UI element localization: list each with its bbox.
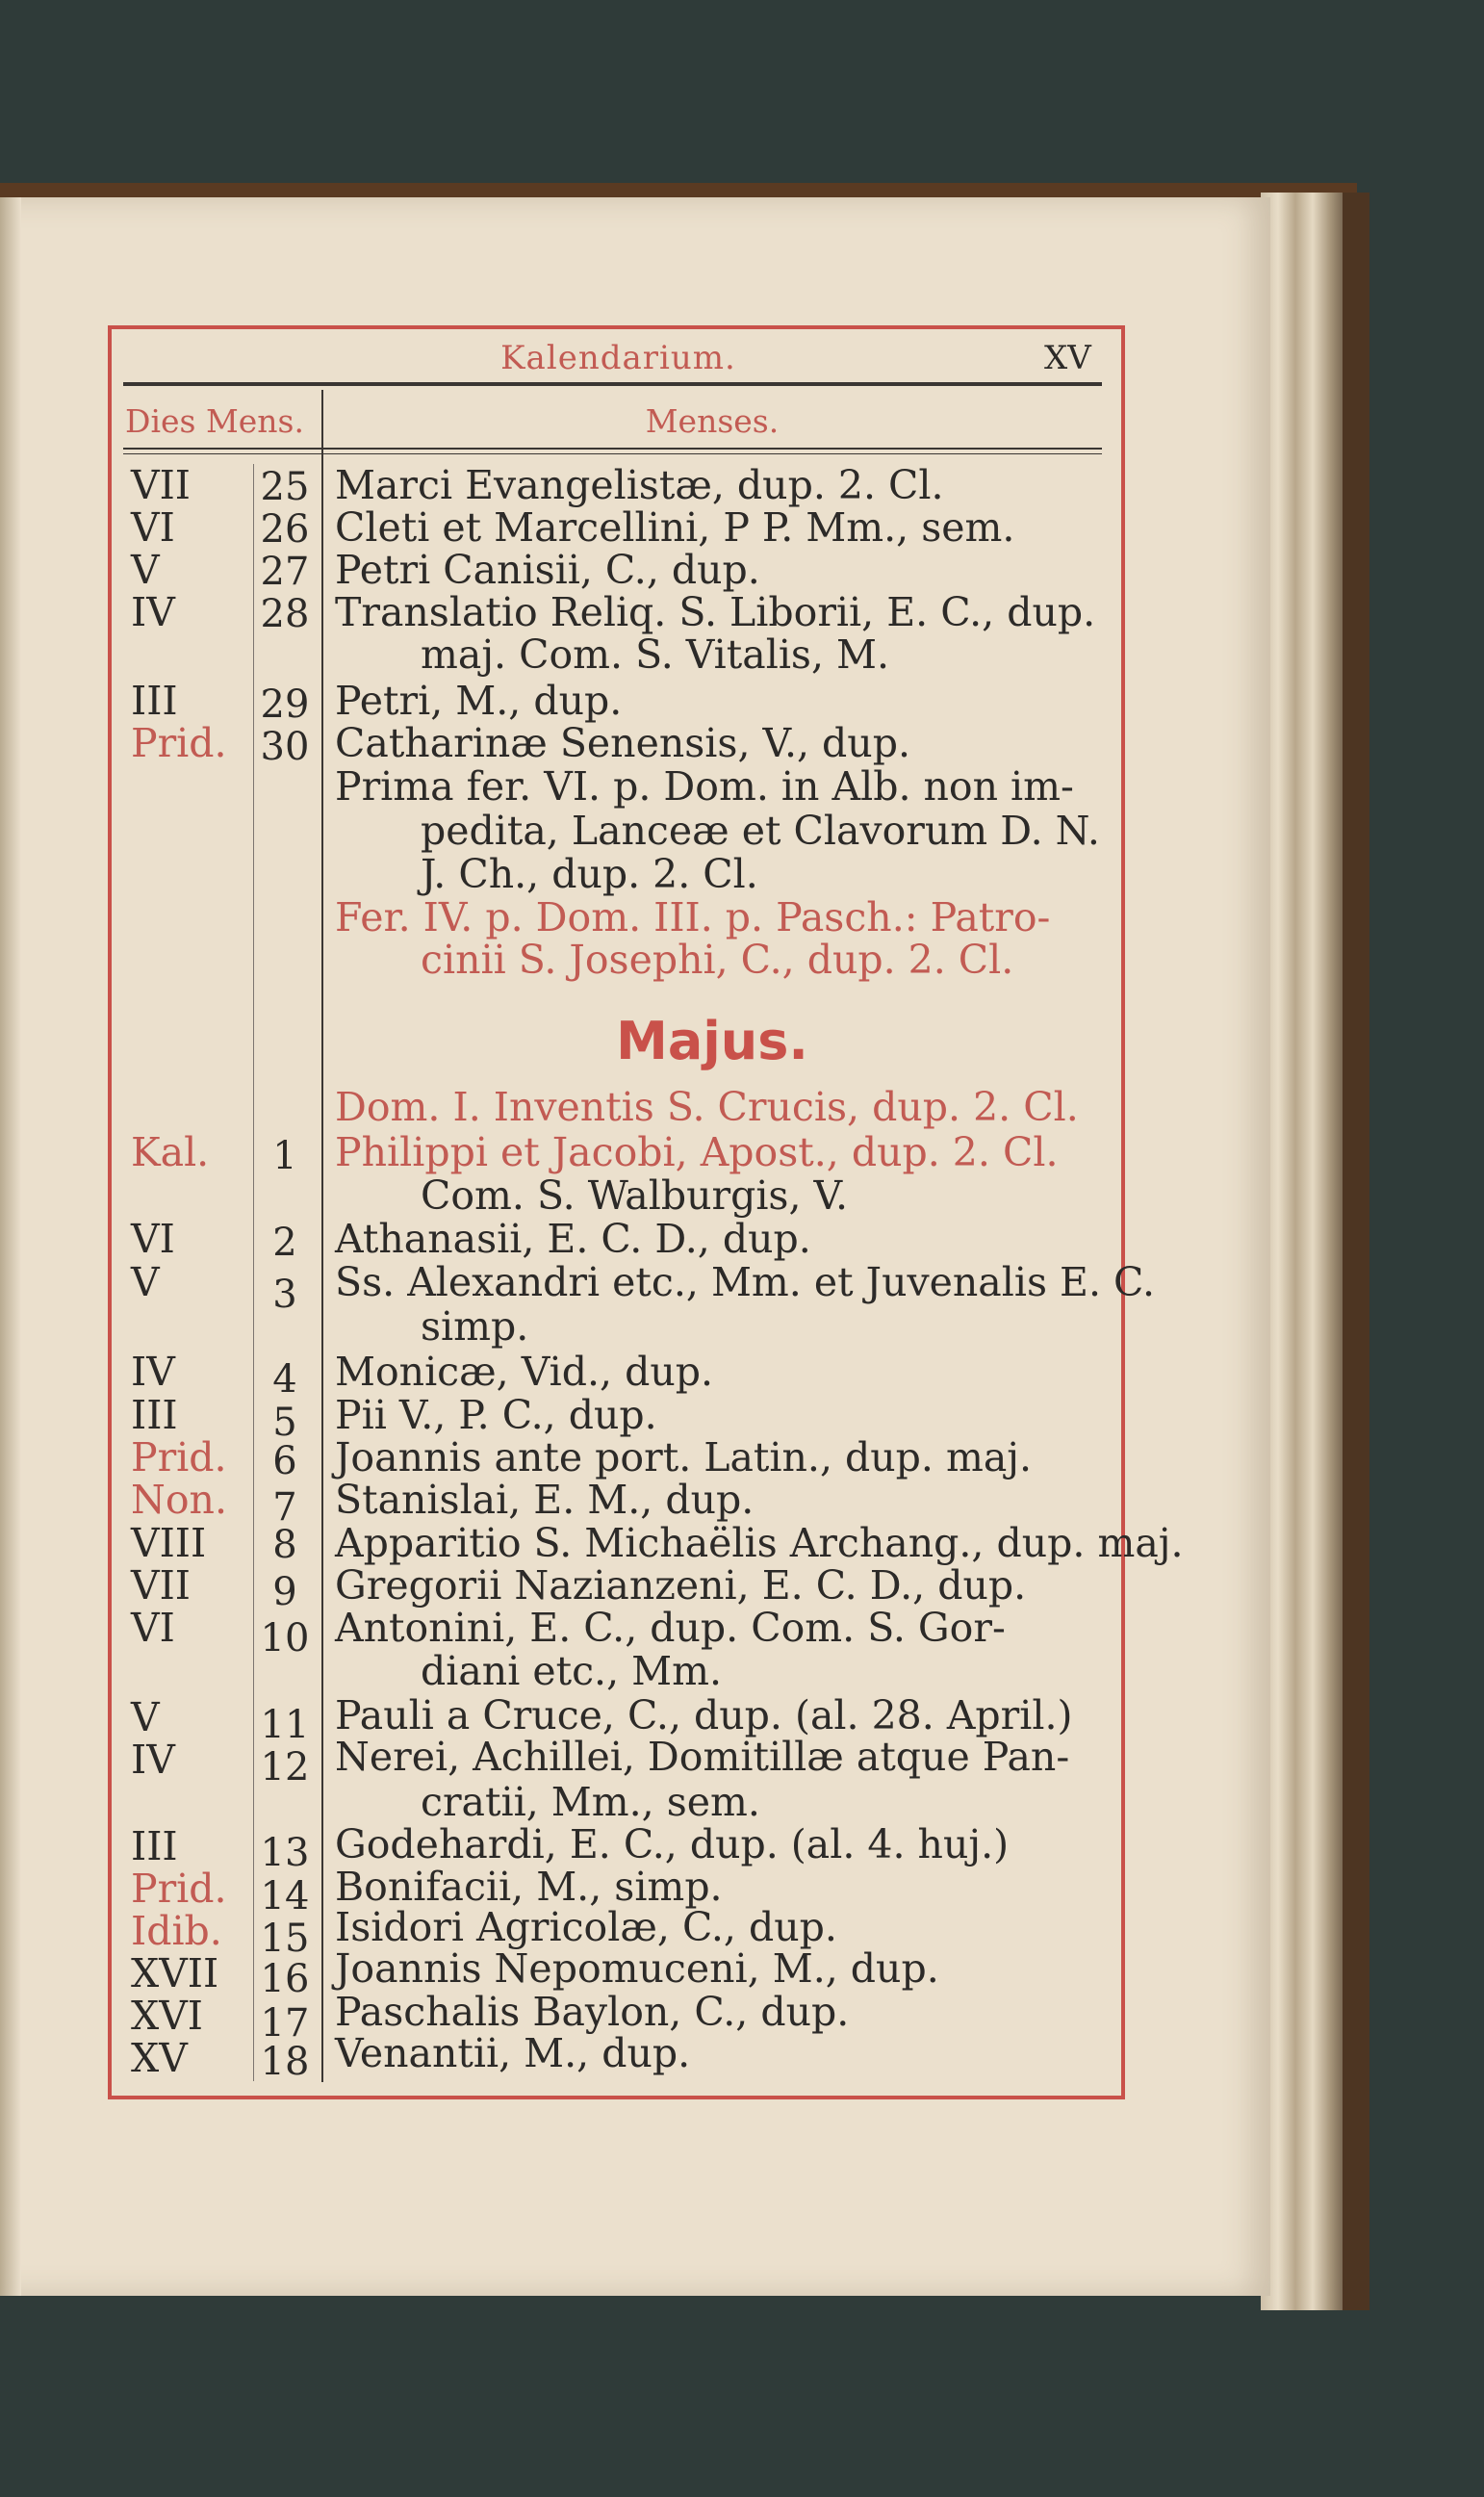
day-number: 9 (272, 1570, 297, 1614)
page-number: XV (1044, 339, 1091, 377)
day-number: 13 (260, 1831, 310, 1875)
day-number: 26 (260, 507, 310, 552)
entry-line: Athanasii, E. C. D., dup. (335, 1216, 811, 1262)
column-divider (321, 390, 323, 2082)
entry-line: Stanislai, E. M., dup. (335, 1477, 755, 1523)
column-head-rule (123, 448, 1102, 450)
entry-line-red: Dom. I. Inventis S. Crucis, dup. 2. Cl. (335, 1084, 1079, 1130)
entry-continuation: cratii, Mm., sem. (421, 1779, 760, 1825)
entry-line-red: Philippi et Jacobi, Apost., dup. 2. Cl. (335, 1129, 1059, 1175)
day-number: 8 (272, 1523, 297, 1567)
day-mark: XVII (131, 1950, 219, 1996)
day-mark: Idib. (131, 1908, 222, 1954)
day-number: 4 (272, 1357, 297, 1402)
day-number: 30 (260, 725, 310, 769)
entry-line: Prima fer. VI. p. Dom. in Alb. non im- (335, 763, 1074, 810)
entry-continuation: maj. Com. S. Vitalis, M. (421, 631, 890, 678)
day-number: 3 (272, 1273, 297, 1317)
entry-continuation: pedita, Lanceæ et Clavorum D. N. (421, 808, 1100, 854)
column-head-rule-double (123, 453, 1102, 454)
entry-line: Godehardi, E. C., dup. (al. 4. huj.) (335, 1821, 1010, 1867)
day-mark: XVI (131, 1993, 203, 2039)
entry-line: Catharinæ Senensis, V., dup. (335, 720, 910, 766)
entry-line: Cleti et Marcellini, P P. Mm., sem. (335, 504, 1015, 551)
entry-line: Ss. Alexandri etc., Mm. et Juvenalis E. C. (335, 1259, 1155, 1305)
running-title: Kalendarium. (500, 339, 736, 377)
day-mark: Non. (131, 1477, 227, 1523)
day-number: 17 (260, 2001, 310, 2046)
entry-line: Petri Canisii, C., dup. (335, 547, 760, 593)
day-number: 1 (272, 1134, 297, 1178)
page-edges (1261, 193, 1347, 2310)
day-mark: Prid. (131, 1434, 227, 1480)
entry-line: Joannis ante port. Latin., dup. maj. (335, 1434, 1033, 1480)
day-number: 27 (260, 550, 310, 594)
day-mark: VII (131, 1562, 192, 1609)
day-number: 11 (260, 1703, 310, 1747)
entry-line: Paschalis Baylon, C., dup. (335, 1989, 850, 2035)
day-number: 29 (260, 682, 310, 727)
day-number: 5 (272, 1401, 297, 1445)
day-number: 12 (260, 1745, 310, 1789)
entry-line: Gregorii Nazianzeni, E. C. D., dup. (335, 1562, 1027, 1609)
entry-line: Translatio Reliq. S. Liborii, E. C., dup. (335, 589, 1096, 635)
day-mark: III (131, 678, 178, 724)
day-number: 25 (260, 465, 310, 509)
day-mark: III (131, 1392, 178, 1438)
month-heading: Majus. (616, 1011, 808, 1071)
day-mark: V (131, 1259, 160, 1305)
page-gutter (0, 197, 21, 2296)
day-mark: IV (131, 589, 175, 635)
entry-continuation: J. Ch., dup. 2. Cl. (421, 851, 758, 897)
day-mark: III (131, 1823, 178, 1869)
day-mark: V (131, 1694, 160, 1740)
day-mark: IV (131, 1349, 175, 1395)
entry-line: Pauli a Cruce, C., dup. (al. 28. April.) (335, 1692, 1073, 1738)
day-number: 10 (260, 1616, 310, 1660)
entry-line: Petri, M., dup. (335, 678, 623, 724)
entry-continuation-red: cinii S. Josephi, C., dup. 2. Cl. (421, 937, 1014, 983)
entry-line-red: Fer. IV. p. Dom. III. p. Pasch.: Patro- (335, 894, 1051, 940)
day-number: 7 (272, 1485, 297, 1530)
day-number: 15 (260, 1917, 310, 1961)
day-number: 14 (260, 1874, 310, 1918)
day-number: 28 (260, 592, 310, 636)
day-number: 18 (260, 2040, 310, 2084)
entry-line: Monicæ, Vid., dup. (335, 1349, 714, 1395)
day-number: 6 (272, 1439, 297, 1483)
entry-continuation: simp. (421, 1303, 529, 1350)
day-mark: VI (131, 504, 175, 551)
day-mark: Prid. (131, 720, 227, 766)
day-mark: VI (131, 1605, 175, 1651)
entry-line: Antonini, E. C., dup. Com. S. Gor- (335, 1605, 1006, 1651)
entry-line: Joannis Nepomuceni, M., dup. (335, 1945, 939, 1992)
entry-line: Nerei, Achillei, Domitillæ atque Pan- (335, 1734, 1070, 1780)
day-mark: Kal. (131, 1129, 210, 1175)
day-mark: VIII (131, 1520, 207, 1566)
day-mark: VI (131, 1216, 175, 1262)
header-rule (123, 382, 1102, 386)
entry-line: Bonifacii, M., simp. (335, 1864, 723, 1910)
book-cover-right (1343, 193, 1369, 2310)
day-mark: XV (131, 2035, 188, 2081)
column-header-menses: Menses. (645, 402, 780, 440)
entry-line: Isidori Agricolæ, C., dup. (335, 1904, 837, 1950)
column-header-dies: Dies Mens. (125, 402, 304, 440)
day-mark: IV (131, 1737, 175, 1783)
day-number: 2 (272, 1221, 297, 1265)
day-mark: VII (131, 462, 192, 508)
day-mark: V (131, 547, 160, 593)
day-number: 16 (260, 1957, 310, 2001)
entry-continuation: diani etc., Mm. (421, 1648, 723, 1694)
entry-line: Pii V., P. C., dup. (335, 1392, 657, 1438)
entry-line: Marci Evangelistæ, dup. 2. Cl. (335, 462, 944, 508)
day-mark: Prid. (131, 1866, 227, 1912)
entry-continuation: Com. S. Walburgis, V. (421, 1172, 849, 1219)
entry-line: Venantii, M., dup. (335, 2030, 691, 2076)
entry-line: Apparitio S. Michaëlis Archang., dup. maj. (335, 1520, 1184, 1566)
